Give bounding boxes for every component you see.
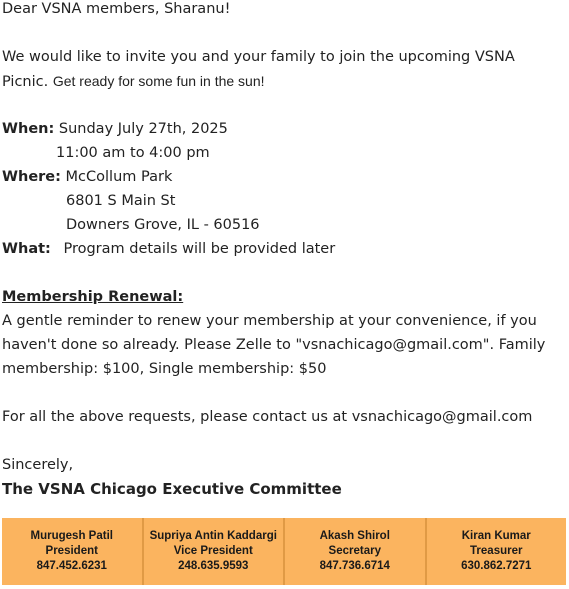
invite-line-2b: Get ready for some fun in the sun!: [52, 73, 265, 89]
what-row: [2, 237, 335, 261]
member-role: Secretary: [328, 545, 381, 557]
member-role: Treasurer: [470, 545, 523, 557]
member-role: President: [45, 545, 98, 557]
where-place: McCollum Park: [65, 169, 173, 185]
member-phone: 248.635.9593: [178, 560, 249, 572]
where-label: Where:: [2, 169, 61, 185]
when-label: When:: [2, 121, 55, 137]
member-name: Kiran Kumar: [461, 530, 531, 542]
what-label: What:: [2, 241, 51, 257]
when-row: [2, 117, 228, 141]
committee-member-vice-president: [142, 518, 284, 585]
closing-sincerely: Sincerely,: [2, 457, 74, 473]
invite-line-2: [2, 69, 265, 93]
member-phone: 847.736.6714: [319, 560, 390, 572]
contact-line: For all the above requests, please contact us at vsnachicago@gmail.com: [2, 409, 533, 425]
what-value: Program details will be provided later: [63, 241, 336, 257]
when-time: 11:00 am to 4:00 pm: [56, 145, 210, 161]
member-role: Vice President: [173, 545, 253, 557]
membership-heading: Membership Renewal:: [2, 289, 184, 305]
closing-signature: The VSNA Chicago Executive Committee: [2, 480, 342, 498]
where-city: Downers Grove, IL - 60516: [66, 217, 260, 233]
committee-member-treasurer: [425, 518, 567, 585]
member-name: Murugesh Patil: [30, 530, 113, 542]
member-phone: 847.452.6231: [36, 560, 107, 572]
invite-line-1: We would like to invite you and your family to join the upcoming VSNA: [2, 49, 515, 65]
where-street: 6801 S Main St: [66, 193, 176, 209]
member-name: Supriya Antin Kaddargi: [149, 530, 277, 542]
membership-line-3: membership: $100, Single membership: $50: [2, 361, 327, 377]
member-name: Akash Shirol: [319, 530, 390, 542]
member-phone: 630.862.7271: [461, 560, 532, 572]
membership-line-2: haven't done so already. Please Zelle to "vsnachicago@gmail.com". Family: [2, 337, 546, 353]
greeting: Dear VSNA members, Sharanu!: [2, 1, 231, 17]
invite-line-2a: Picnic.: [2, 74, 49, 90]
committee-banner: [2, 518, 566, 585]
committee-member-president: [2, 518, 142, 585]
where-row: [2, 165, 172, 189]
when-date: Sunday July 27th, 2025: [58, 121, 228, 137]
committee-member-secretary: [283, 518, 425, 585]
membership-line-1: A gentle reminder to renew your membership at your convenience, if you: [2, 313, 537, 329]
